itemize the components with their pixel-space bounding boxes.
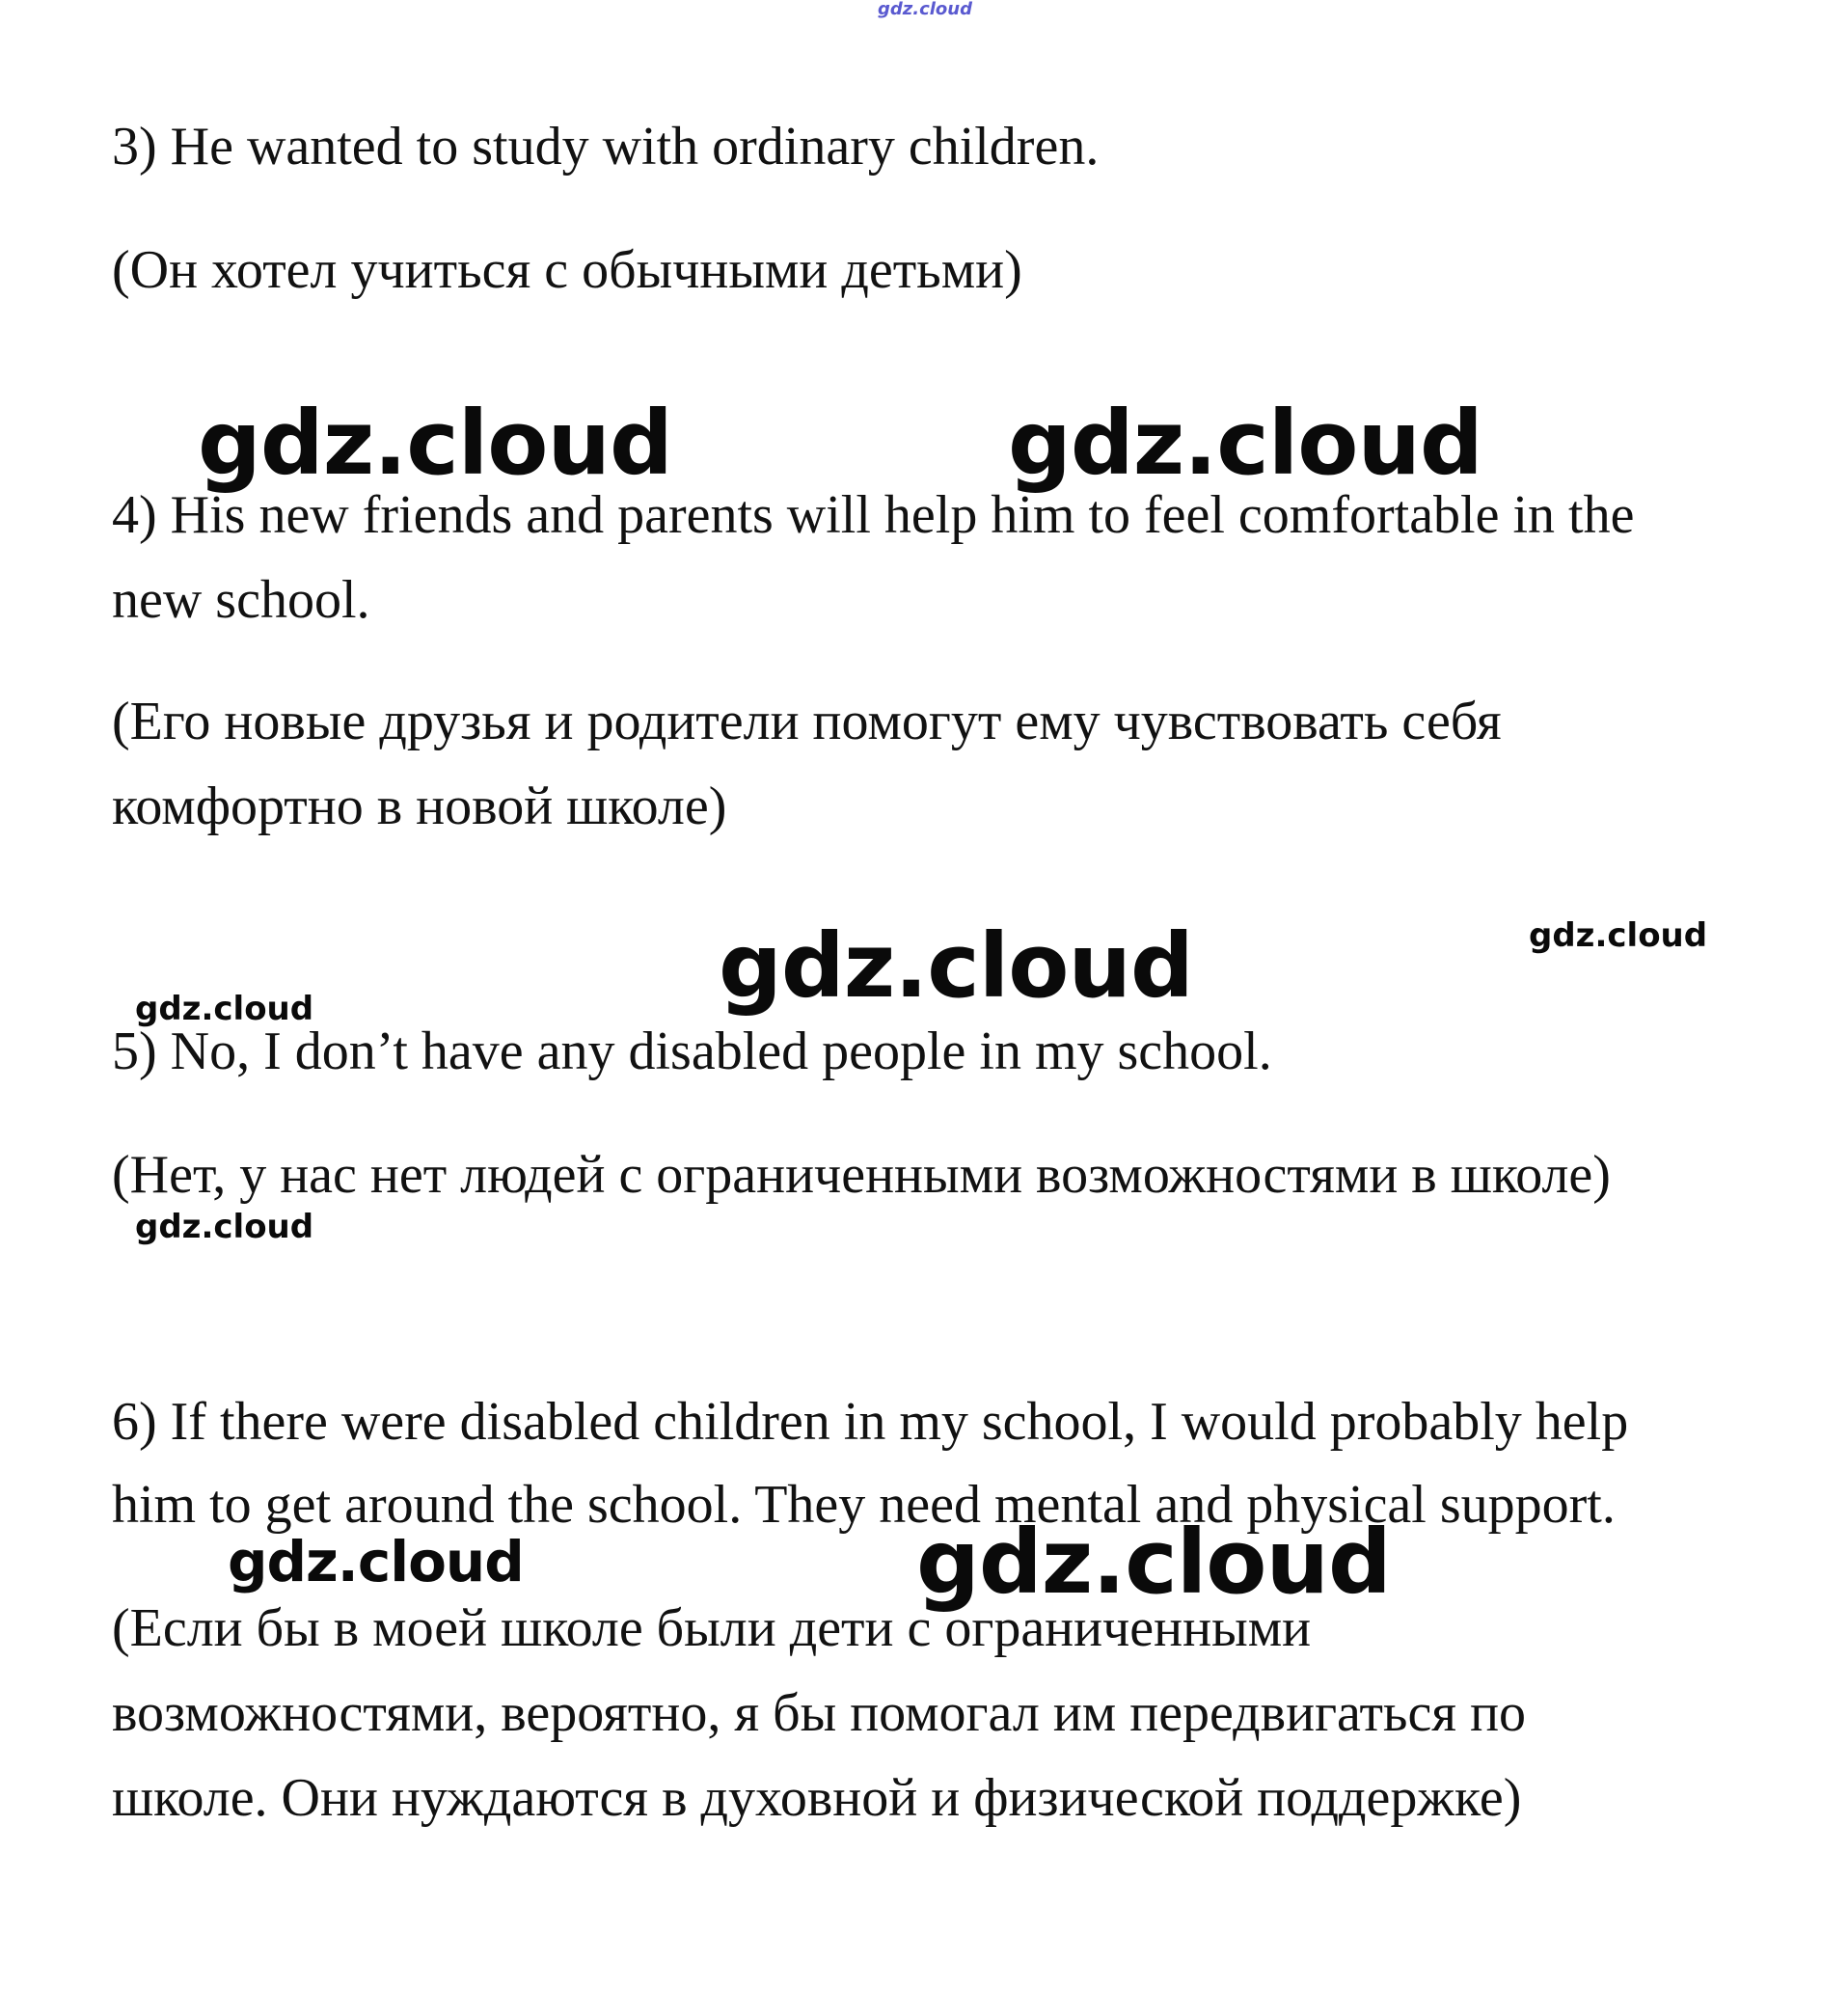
watermark-1: gdz.cloud — [198, 392, 672, 495]
watermark-3: gdz.cloud — [1529, 916, 1708, 955]
answer-3-russian-line-1: (Он хотел учиться с обычными детьми) — [112, 240, 1022, 300]
answer-6-russian-line-3: школе. Они нуждаются в духовной и физической поддержке) — [112, 1768, 1522, 1828]
answer-6-english-line-1: 6) If there were disabled children in my school, I would probably help — [112, 1392, 1629, 1452]
answer-4-english-line-2: new school. — [112, 570, 370, 630]
watermark-top: gdz.cloud — [878, 0, 972, 19]
answer-6-english-line-2: him to get around the school. They need mental and physical support. — [112, 1475, 1616, 1535]
answer-6-russian-line-2: возможностями, вероятно, я бы помогал им передвигаться по — [112, 1683, 1527, 1743]
answer-4-russian-line-2: комфортно в новой школе) — [112, 776, 727, 836]
watermark-7: gdz.cloud — [228, 1529, 524, 1594]
watermark-2: gdz.cloud — [1008, 392, 1482, 495]
answer-6-russian-line-1: (Если бы в моей школе были дети с ограниченными — [112, 1598, 1312, 1658]
answer-4-english-line-1: 4) His new friends and parents will help him to feel comfortable in the — [112, 485, 1635, 545]
answer-5-english-line-1: 5) No, I don’t have any disabled people in my school. — [112, 1022, 1272, 1081]
watermark-5: gdz.cloud — [135, 990, 314, 1028]
watermark-8: gdz.cloud — [916, 1511, 1391, 1614]
watermark-4: gdz.cloud — [719, 914, 1193, 1018]
answer-3-english-line-1: 3) He wanted to study with ordinary children. — [112, 117, 1100, 177]
watermark-6: gdz.cloud — [135, 1208, 314, 1246]
answer-4-russian-line-1: (Его новые друзья и родители помогут ему чувствовать себя — [112, 692, 1502, 751]
answer-5-russian-line-1: (Нет, у нас нет людей с ограниченными возможностями в школе) — [112, 1145, 1611, 1205]
